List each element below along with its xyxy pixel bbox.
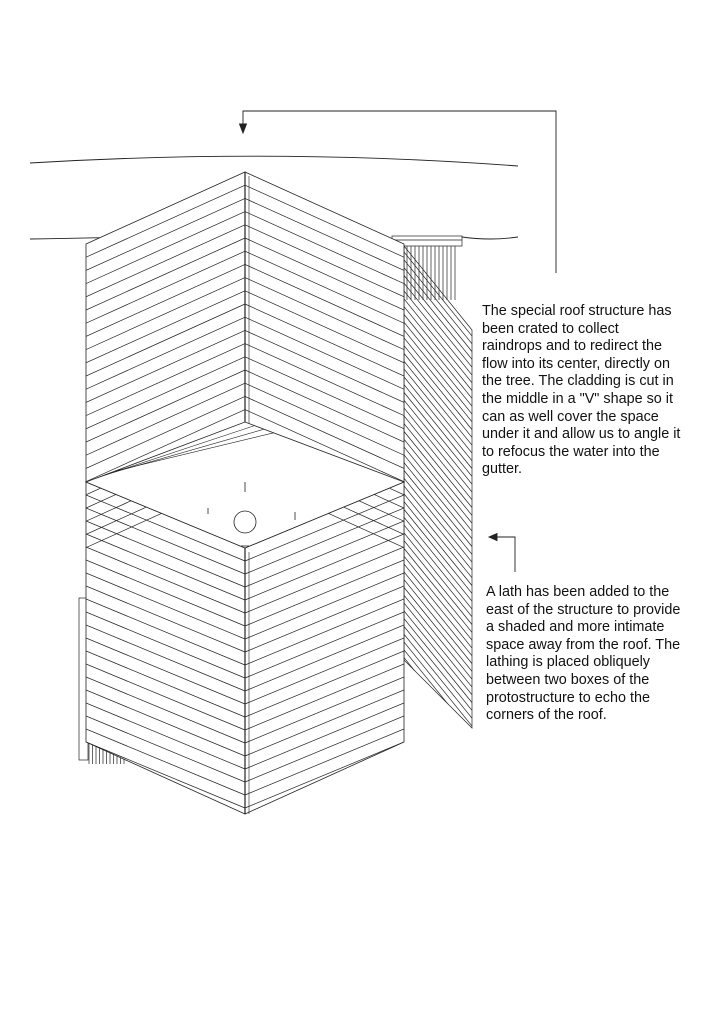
lath-screen: [404, 246, 472, 796]
ground-curve-lower-right: [462, 237, 518, 239]
lath-note: A lath has been added to the east of the structure to provide a shaded and more intimate space away from the roof. The lathing is placed obliquely between two boxes of the protostructure to echo the corners of the roof.: [486, 584, 681, 724]
leader-arrow-lath: [489, 534, 515, 573]
tree-trunk: [234, 511, 256, 533]
ground-curve-upper: [30, 156, 518, 166]
roof-structure-note: The special roof structure has been crated to collect raindrops and to redirect the flow into its center, directly on the tree. The cladding is cut in the middle in a "V" shape so it can as well cover the space under it and allow us to angle it to refocus the water into the gutter.: [482, 303, 681, 478]
